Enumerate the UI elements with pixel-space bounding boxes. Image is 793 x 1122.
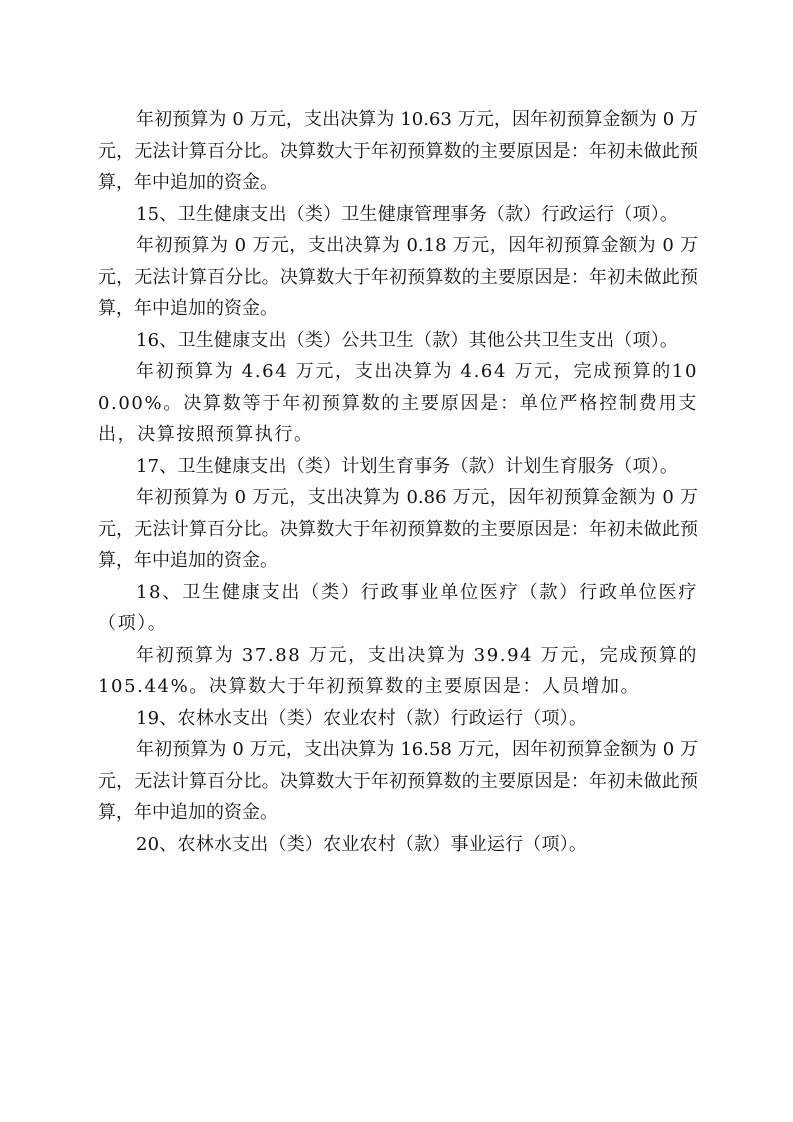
paragraph-budget-note: 年初预算为 4.64 万元，支出决算为 4.64 万元，完成预算的100.00%。决算数等于年初预算数的主要原因是：单位严格控制费用支出，决算按照预算执行。 — [98, 361, 698, 445]
section-heading-19: 19、农林水支出（类）农业农村（款）行政运行（项）。 — [136, 707, 588, 729]
paragraph-budget-note: 年初预算为 0 万元，支出决算为 16.58 万元，因年初预算金额为 0 万元，无法计算百分比。决算数大于年初预算数的主要原因是：年初未做此预算，年中追加的资金。 — [98, 739, 698, 823]
section-heading-18: 18、卫生健康支出（类）行政事业单位医疗（款）行政单位医疗（项）。 — [98, 581, 698, 634]
section-heading-17: 17、卫生健康支出（类）计划生育事务（款）计划生育服务（项）。 — [136, 455, 679, 477]
section-heading-15: 15、卫生健康支出（类）卫生健康管理事务（款）行政运行（项）。 — [136, 203, 679, 225]
paragraph-budget-note: 年初预算为 0 万元，支出决算为 0.18 万元，因年初预算金额为 0 万元，无法计算百分比。决算数大于年初预算数的主要原因是：年初未做此预算，年中追加的资金。 — [98, 235, 698, 319]
document-body — [98, 104, 698, 860]
paragraph-budget-note: 年初预算为 37.88 万元，支出决算为 39.94 万元，完成预算的105.44%。决算数大于年初预算数的主要原因是：人员增加。 — [98, 644, 698, 697]
paragraph-budget-note: 年初预算为 0 万元，支出决算为 10.63 万元，因年初预算金额为 0 万元，无法计算百分比。决算数大于年初预算数的主要原因是：年初未做此预算，年中追加的资金。 — [98, 109, 698, 193]
section-heading-16: 16、卫生健康支出（类）公共卫生（款）其他公共卫生支出（项）。 — [136, 329, 679, 351]
paragraph-budget-note: 年初预算为 0 万元，支出决算为 0.86 万元，因年初预算金额为 0 万元，无法计算百分比。决算数大于年初预算数的主要原因是：年初未做此预算，年中追加的资金。 — [98, 487, 698, 571]
section-heading-20: 20、农林水支出（类）农业农村（款）事业运行（项）。 — [136, 833, 588, 855]
